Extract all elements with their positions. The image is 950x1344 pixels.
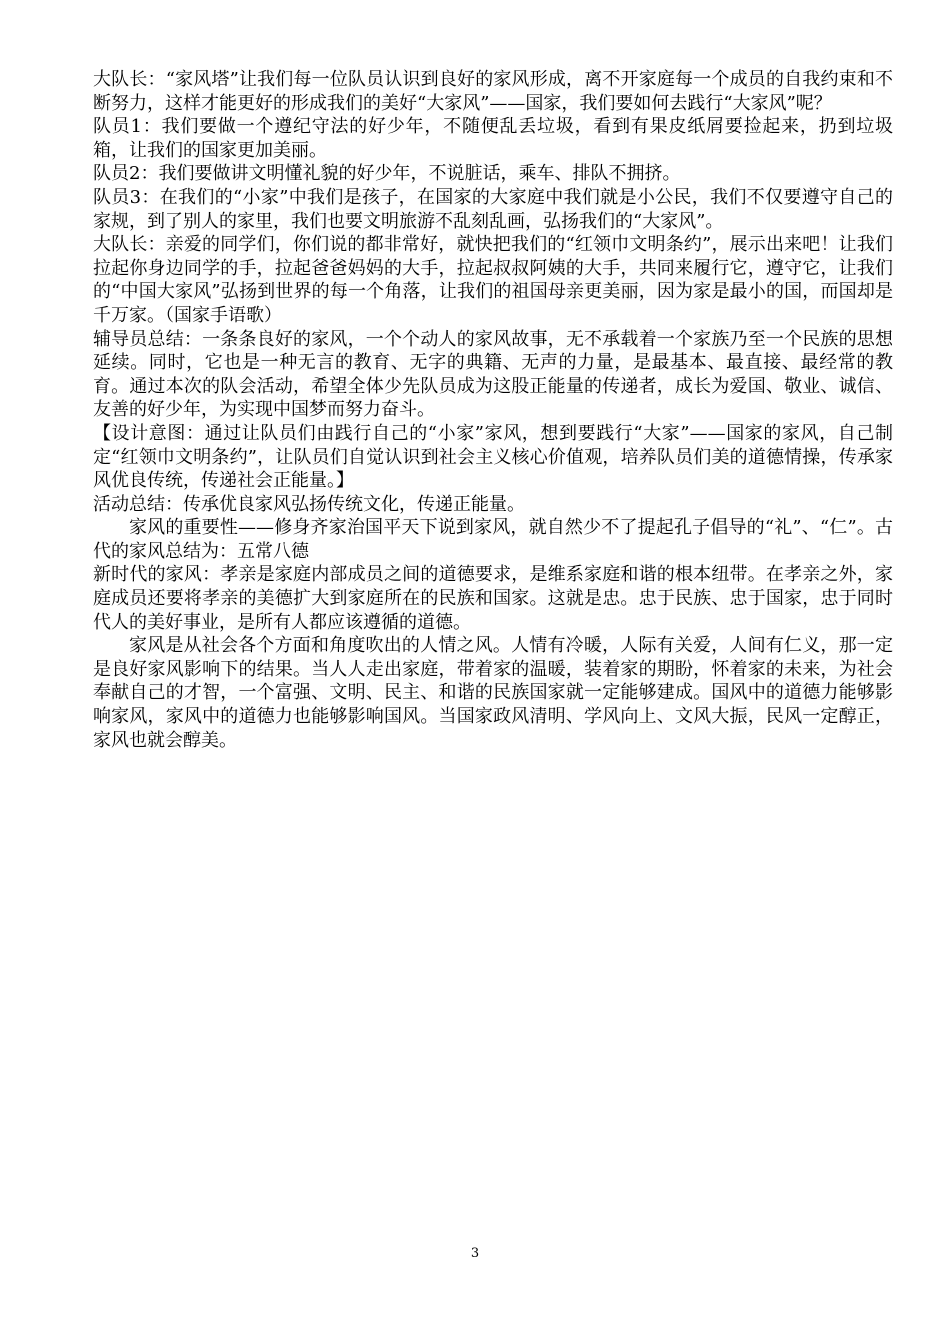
paragraph-captain-call: 大队长：亲爱的同学们，你们说的都非常好，就快把我们的“红领巾文明条约”，展示出来吧！让我们拉起你身边同学的手，拉起爸爸妈妈的大手，拉起叔叔阿姨的大手，共同来履行它，遵守它，让我们的“中国大家风”弘扬到世界的每一个角落，让我们的祖国母亲更美丽，因为家是最小的国，而国却是千万家。（国家手语歌） <box>93 234 893 326</box>
paragraph-activity-summary: 活动总结：传承优良家风弘扬传统文化，传递正能量。 <box>93 493 525 515</box>
paragraph-importance: 家风的重要性——修身齐家治国平天下说到家风，就自然少不了提起孔子倡导的“礼”、“仁”。古代的家风总结为：五常八德 <box>93 517 893 562</box>
paragraph-captain-intro: 大队长：“家风塔”让我们每一位队员认识到良好的家风形成，离不开家庭每一个成员的自我约束和不断努力，这样才能更好的形成我们的美好“大家风”——国家，我们要如何去践行“大家风”呢？ <box>93 69 893 114</box>
paragraph-member-1: 队员1：我们要做一个遵纪守法的好少年，不随便乱丢垃圾，看到有果皮纸屑要捡起来，扔到垃圾箱，让我们的国家更加美丽。 <box>93 116 893 161</box>
paragraph-family-wind: 家风是从社会各个方面和角度吹出的人情之风。人情有冷暖，人际有关爱，人间有仁义，那一定是良好家风影响下的结果。当人人走出家庭，带着家的温暖，装着家的期盼，怀着家的未来，为社会奉献自己的才智，一个富强、文明、民主、和谐的民族国家就一定能够建成。国风中的道德力能够影响家风，家风中的道德力也能够影响国风。当国家政风清明、学风向上、文风大振，民风一定醇正，家风也就会醇美。 <box>93 635 893 751</box>
paragraph-member-3: 队员3：在我们的“小家”中我们是孩子，在国家的大家庭中我们就是小公民，我们不仅要遵守自己的家规，到了别人的家里，我们也要文明旅游不乱刻乱画，弘扬我们的“大家风”。 <box>93 186 893 232</box>
paragraph-counselor-summary: 辅导员总结：一条条良好的家风，一个个动人的家风故事，无不承载着一个家族乃至一个民族的思想延续。同时，它也是一种无言的教育、无字的典籍、无声的力量，是最基本、最直接、最经常的教育。通过本次的队会活动，希望全体少先队员成为这股正能量的传递者，成长为爱国、敬业、诚信、友善的好少年，为实现中国梦而努力奋斗。 <box>93 328 893 421</box>
page-number: 3 <box>470 1246 480 1261</box>
paragraph-member-2: 队员2：我们要做讲文明懂礼貌的好少年，不说脏话，乘车、排队不拥挤。 <box>93 163 681 185</box>
paragraph-new-era: 新时代的家风：孝亲是家庭内部成员之间的道德要求，是维系家庭和谐的根本纽带。在孝亲之外，家庭成员还要将孝亲的美德扩大到家庭所在的民族和国家。这就是忠。忠于民族、忠于国家，忠于同时代人的美好事业，是所有人都应该遵循的道德。 <box>93 564 893 633</box>
document-body <box>93 68 893 752</box>
paragraph-design-intent: 【设计意图：通过让队员们由践行自己的“小家”家风，想到要践行“大家”——国家的家风，自己制定“红领巾文明条约”，让队员们自觉认识到社会主义核心价值观，培养队员们美的道德情操，传承家风优良传统，传递社会正能量。】 <box>93 422 893 492</box>
